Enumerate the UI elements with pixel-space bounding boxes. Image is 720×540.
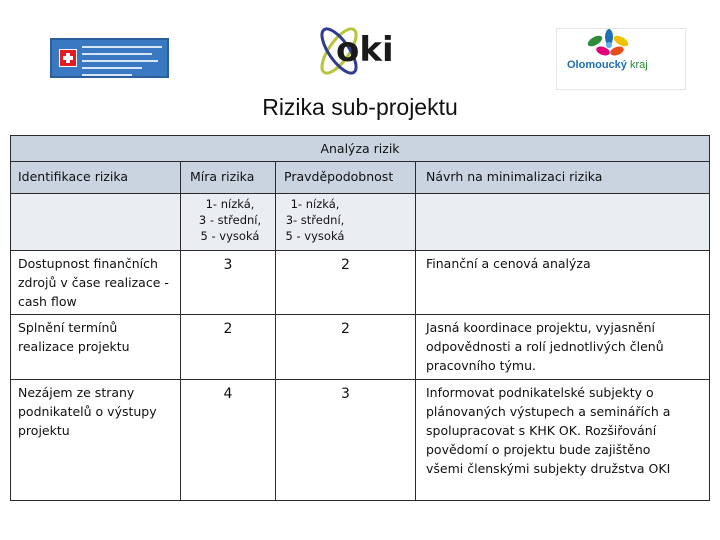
- table-row-probability: 3: [341, 386, 350, 402]
- table-border-left: [10, 135, 11, 501]
- proposal-line: pracovního týmu.: [426, 358, 536, 373]
- proposal-line: Informovat podnikatelské subjekty o: [426, 385, 654, 400]
- table-row-measure: 3: [223, 257, 233, 273]
- table-border-right: [709, 135, 710, 501]
- risk-line: Splnění termínů: [18, 320, 118, 335]
- oki-logo-text: oki: [336, 30, 394, 70]
- table-row-risk: [18, 383, 178, 440]
- table-scale-band: [10, 193, 710, 250]
- proposal-line: spolupracovat s KHK OK. Rozšiřování: [426, 423, 657, 438]
- table-row-divider: [10, 193, 710, 194]
- scale-probability: [280, 196, 350, 244]
- risk-line: projektu: [18, 423, 70, 438]
- proposal-line: všemi členskými subjekty družstva OKI: [426, 461, 671, 476]
- table-row-measure: 4: [223, 386, 233, 402]
- risk-line: zdrojů v čase realizace -: [18, 275, 169, 290]
- table-row-measure: 2: [223, 321, 233, 337]
- table-row-divider: [10, 161, 710, 162]
- scale-line: 5 - vysoká: [285, 229, 345, 243]
- table-row-probability: 2: [341, 321, 350, 337]
- header-measure: Míra rizika: [190, 169, 255, 184]
- header-identification: Identifikace rizika: [18, 169, 129, 184]
- risk-line: cash flow: [18, 294, 77, 309]
- header-proposal: Návrh na minimalizaci rizika: [426, 169, 603, 184]
- table-col-divider: [415, 161, 416, 501]
- header-probability: Pravděpodobnost: [284, 169, 394, 184]
- table-row-divider: [10, 250, 710, 251]
- olomoucky-text: Olomoucký: [567, 59, 627, 71]
- proposal-line: Jasná koordinace projektu, vyjasnění: [426, 320, 656, 335]
- scale-line: 3 - střední,: [198, 213, 262, 227]
- table-border-bottom: [10, 500, 710, 501]
- table-row-risk: [18, 254, 178, 311]
- table-row-risk: [18, 318, 178, 356]
- page-title: Rizika sub-projektu: [262, 94, 458, 120]
- table-row-proposal: [426, 383, 706, 478]
- table-row-proposal: [426, 254, 706, 273]
- table-caption: Analýza rizik: [320, 141, 400, 156]
- risk-line: podnikatelů o výstupy: [18, 404, 157, 419]
- scale-line: 1- nízká,: [290, 197, 340, 211]
- kraj-text: kraj: [629, 59, 648, 71]
- scale-line: 5 - vysoká: [200, 229, 260, 243]
- table-row-probability: 2: [341, 257, 350, 273]
- scale-line: 3- střední,: [285, 213, 345, 227]
- proposal-line: plánovaných výstupech a seminářích a: [426, 404, 671, 419]
- table-row-proposal: [426, 318, 706, 375]
- proposal-line: Finanční a cenová analýza: [426, 256, 591, 271]
- risk-line: realizace projektu: [18, 339, 130, 354]
- scale-measure: [186, 196, 274, 244]
- scale-line: 1- nízká,: [205, 197, 255, 211]
- proposal-line: povědomí o projektu bude zajištěno: [426, 442, 651, 457]
- table-row-divider: [10, 379, 710, 380]
- risk-line: Dostupnost finančních: [18, 256, 158, 271]
- table-row-divider: [10, 314, 710, 315]
- proposal-line: odpovědnosti a rolí jednotlivých členů: [426, 339, 664, 354]
- risk-line: Nezájem ze strany: [18, 385, 135, 400]
- table-border-top: [10, 135, 710, 136]
